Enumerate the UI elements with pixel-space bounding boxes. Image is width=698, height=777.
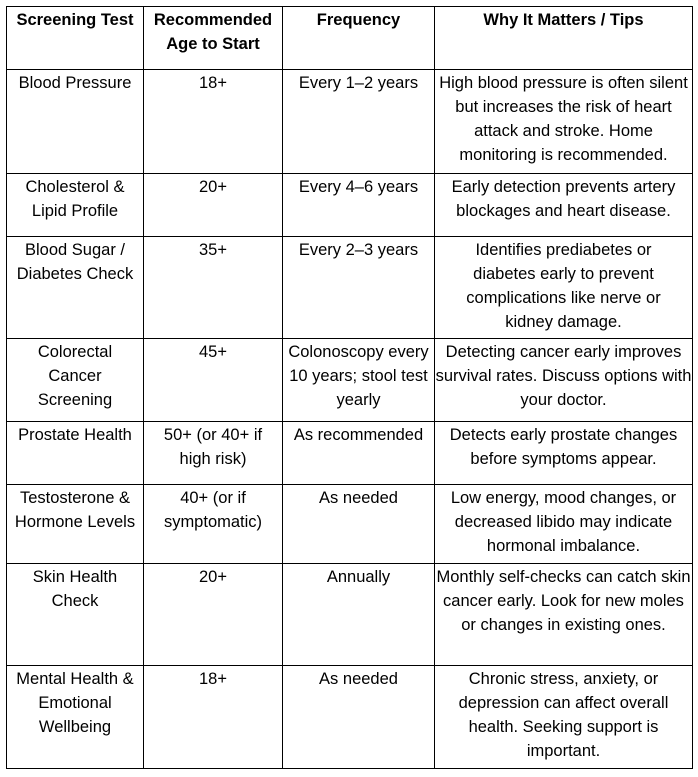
table-row [7,237,693,339]
cell-test: Cholesterol & Lipid Profile [7,174,144,237]
table-row [7,485,693,564]
cell-tips: Detects early prostate changes before symptoms appear. [435,422,693,485]
screening-table [6,6,693,769]
cell-tips: Low energy, mood changes, or decreased libido may indicate hormonal imbalance. [435,485,693,564]
cell-frequency: As needed [283,666,435,769]
cell-frequency: As recommended [283,422,435,485]
cell-frequency: Colonoscopy every 10 years; stool test yearly [283,339,435,422]
table-row [7,174,693,237]
header-frequency: Frequency [283,7,435,70]
cell-frequency: As needed [283,485,435,564]
table-header-row [7,7,693,70]
cell-age: 18+ [144,70,283,174]
cell-frequency: Every 1–2 years [283,70,435,174]
table-row [7,564,693,666]
cell-test: Mental Health & Emotional Wellbeing [7,666,144,769]
cell-age: 35+ [144,237,283,339]
cell-test: Skin Health Check [7,564,144,666]
header-screening-test: Screening Test [7,7,144,70]
cell-tips: Monthly self-checks can catch skin cancer early. Look for new moles or changes in existing ones. [435,564,693,666]
cell-age: 40+ (or if symptomatic) [144,485,283,564]
cell-test: Colorectal Cancer Screening [7,339,144,422]
cell-test: Prostate Health [7,422,144,485]
cell-tips: Chronic stress, anxiety, or depression can affect overall health. Seeking support is important. [435,666,693,769]
cell-frequency: Every 4–6 years [283,174,435,237]
cell-test: Blood Sugar / Diabetes Check [7,237,144,339]
cell-tips: Detecting cancer early improves survival rates. Discuss options with your doctor. [435,339,693,422]
table-row [7,339,693,422]
cell-age: 18+ [144,666,283,769]
cell-age: 50+ (or 40+ if high risk) [144,422,283,485]
cell-test: Testosterone & Hormone Levels [7,485,144,564]
table-row [7,666,693,769]
cell-age: 20+ [144,174,283,237]
cell-tips: Early detection prevents artery blockages and heart disease. [435,174,693,237]
cell-age: 20+ [144,564,283,666]
cell-age: 45+ [144,339,283,422]
table-row [7,422,693,485]
cell-test: Blood Pressure [7,70,144,174]
header-age-to-start: Recommended Age to Start [144,7,283,70]
cell-tips: Identifies prediabetes or diabetes early to prevent complications like nerve or kidney damage. [435,237,693,339]
table-row [7,70,693,174]
cell-frequency: Every 2–3 years [283,237,435,339]
header-why-it-matters: Why It Matters / Tips [435,7,693,70]
cell-tips: High blood pressure is often silent but increases the risk of heart attack and stroke. Home monitoring is recommended. [435,70,693,174]
cell-frequency: Annually [283,564,435,666]
